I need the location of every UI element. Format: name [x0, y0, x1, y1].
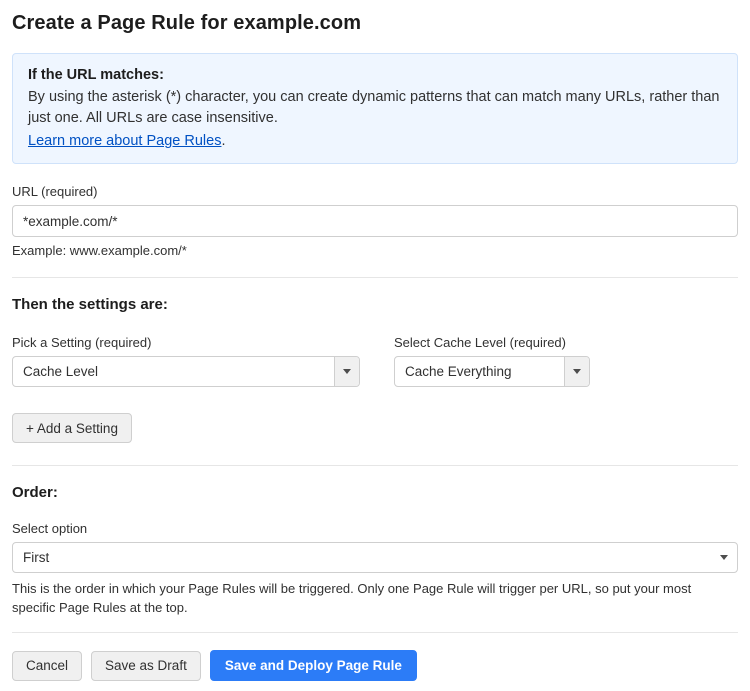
save-as-draft-button[interactable]: Save as Draft [91, 651, 201, 681]
order-select[interactable]: First [12, 542, 738, 573]
url-match-info-box [12, 53, 738, 164]
learn-more-link[interactable]: Learn more about Page Rules [28, 133, 222, 149]
url-input[interactable] [12, 205, 738, 237]
save-and-deploy-button[interactable]: Save and Deploy Page Rule [210, 650, 417, 681]
cache-level-select-wrap [394, 356, 590, 387]
order-hint: This is the order in which your Page Rules will be triggered. Only one Page Rule will trigger per URL, so put your most specific Page Rules at the top. [12, 581, 692, 615]
pick-setting-label: Pick a Setting (required) [12, 335, 152, 350]
page-title: Create a Page Rule for example.com [12, 12, 362, 34]
order-select-arrow[interactable] [720, 542, 728, 573]
url-field-label: URL (required) [12, 184, 98, 199]
pick-setting-select-wrap [12, 356, 360, 387]
order-section-title: Order: [12, 484, 58, 501]
info-box-heading: If the URL matches: [28, 67, 164, 83]
divider-footer [12, 632, 738, 633]
chevron-down-icon [573, 369, 581, 374]
info-box-link-line [28, 133, 722, 149]
info-box-link-suffix: . [221, 133, 226, 149]
chevron-down-icon [720, 555, 728, 560]
divider-order [12, 465, 738, 466]
info-box-text: By using the asterisk (*) character, you can create dynamic patterns that can match many URLs, rather than just one. All URLs are case insensitive. [28, 89, 720, 126]
settings-section-title: Then the settings are: [12, 296, 168, 313]
form-footer [12, 650, 738, 681]
cache-level-dropdown-button[interactable] [564, 357, 589, 386]
order-select-wrap [12, 542, 738, 573]
url-field-hint: Example: www.example.com/* [12, 243, 187, 258]
divider-settings [12, 277, 738, 278]
chevron-down-icon [343, 369, 351, 374]
pick-setting-select[interactable]: Cache Level [12, 356, 360, 387]
add-setting-button[interactable]: + Add a Setting [12, 413, 132, 443]
cache-level-select[interactable]: Cache Everything [394, 356, 590, 387]
order-select-label: Select option [12, 521, 88, 536]
pick-setting-dropdown-button[interactable] [334, 357, 359, 386]
cache-level-label: Select Cache Level (required) [394, 335, 566, 350]
cancel-button[interactable]: Cancel [12, 651, 82, 681]
